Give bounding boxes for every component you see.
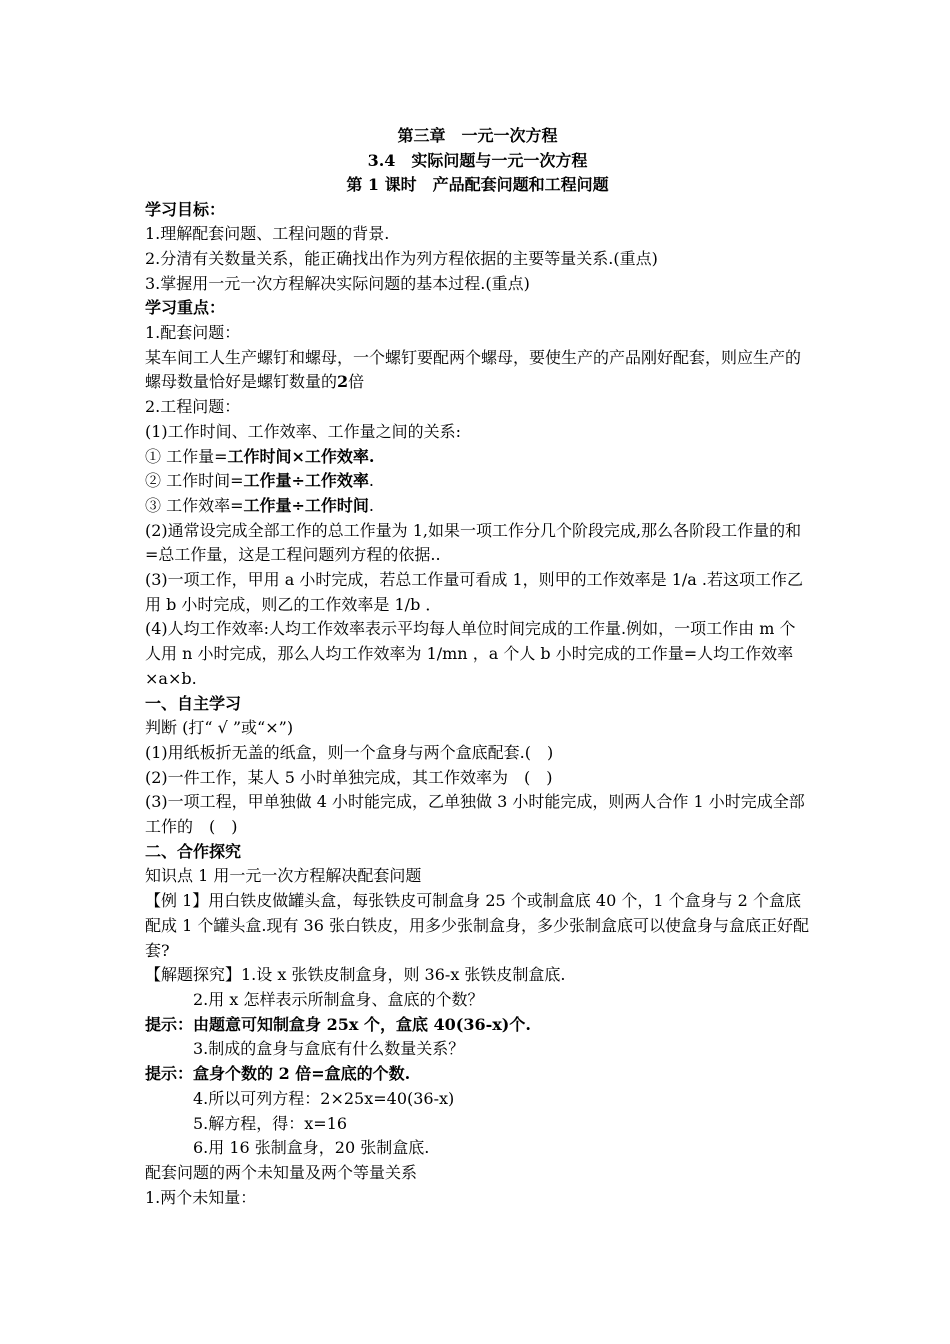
hint-1: 提示：由题意可知制盒身 25x 个，盒底 40(36-x)个. — [145, 1014, 531, 1034]
example-1: 【例 1】用白铁皮做罐头盒，每张铁皮可制盒身 25 个或制盒底 40 个，1 个盒身与 2 个盒底配成 1 个罐头盒.现有 36 张白铁皮，用多少张制盒身，多少张制盒底可以使盒身与盒底正好配套? — [145, 891, 809, 960]
formula-1-pre: ① 工作量= — [145, 446, 228, 466]
knowledge-point: 知识点 1 用一元一次方程解决配套问题 — [145, 866, 422, 886]
formula-3-pre: ③ 工作效率= — [145, 495, 244, 515]
formula-1 — [145, 445, 810, 470]
coop-heading: 二、合作探究 — [145, 841, 242, 861]
matching-title: 1.配套问题： — [145, 323, 241, 343]
lesson-title: 第 1 课时 产品配套问题和工程问题 — [346, 175, 609, 194]
step-6: 6.用 16 张制盒身，20 张制盒底. — [193, 1138, 430, 1158]
objective-3: 3.掌握用一元一次方程解决实际问题的基本过程.(重点) — [145, 273, 530, 293]
self-study-heading: 一、自主学习 — [145, 693, 242, 713]
step-2: 2.用 x 怎样表示所制盒身、盒底的个数？ — [193, 990, 484, 1009]
formula-2 — [145, 469, 810, 494]
matching-text-a: 某车间工人生产螺钉和螺母，一个螺钉要配两个螺母，要使生产的产品刚好配套，则应生产的螺母数量恰好是螺钉数量的 — [145, 347, 802, 392]
judge-question-3: (3)一项工程，甲单独做 4 小时能完成，乙单独做 3 小时能完成，则两人合作 1 小时完成全部工作的 ( ) — [145, 792, 805, 837]
step-4: 4.所以可列方程：2×25x=40(36-x) — [193, 1088, 455, 1108]
formula-3 — [145, 494, 810, 519]
objective-1: 1.理解配套问题、工程问题的背景. — [145, 224, 390, 244]
hint-2: 提示：盒身个数的 2 倍=盒底的个数. — [145, 1064, 411, 1084]
step-5: 5.解方程，得：x=16 — [193, 1113, 348, 1133]
objective-2: 2.分清有关数量关系，能正确找出作为列方程依据的主要等量关系.(重点) — [145, 248, 658, 268]
objectives-label: 学习目标： — [145, 199, 226, 219]
work-title: 2.工程问题： — [145, 397, 241, 417]
formula-2-pre: ② 工作时间= — [145, 471, 244, 491]
section-title: 3.4 实际问题与一元一次方程 — [367, 150, 588, 170]
document-body — [145, 124, 810, 1210]
keypoints-label: 学习重点： — [145, 298, 226, 318]
formula-1-bold: 工作时间×工作效率. — [227, 446, 375, 466]
solution-explore: 【解题探究】1.设 x 张铁皮制盒身，则 36-x 张铁皮制盒底. — [145, 965, 566, 985]
paragraph-total-work: (2)通常设完成全部工作的总工作量为 1,如果一项工作分几个阶段完成,那么各阶段工作量的和=总工作量，这是工程问题列方程的依据.. — [145, 520, 802, 565]
chapter-title: 第三章 一元一次方程 — [397, 126, 558, 145]
formula-2-bold: 工作量÷工作效率 — [243, 471, 369, 491]
matching-text-num: 2 — [337, 372, 349, 392]
paragraph-efficiency: (3)一项工作，甲用 a 小时完成，若总工作量可看成 1，则甲的工作效率是 1/a .若这项工作乙用 b 小时完成，则乙的工作效率是 1/b ． — [145, 570, 804, 614]
step-3: 3.制成的盒身与盒底有什么数量关系？ — [193, 1039, 465, 1059]
matching-text-b: 倍 — [348, 372, 365, 392]
judge-question-2: (2)一件工作，某人 5 小时单独完成，其工作效率为 ( ) — [145, 767, 553, 787]
summary-line: 配套问题的两个未知量及两个等量关系 — [145, 1162, 418, 1182]
paragraph-per-capita: (4)人均工作效率:人均工作效率表示平均每人单位时间完成的工作量.例如，一项工作由 m 个人用 n 小时完成，那么人均工作效率为 1/mn ，a 个人 b 小时完成的工作量=人均工作效率×a×b. — [145, 619, 796, 688]
formula-2-post: . — [368, 471, 375, 491]
unknowns-line: 1.两个未知量： — [145, 1187, 257, 1207]
judge-instruction: 判断 (打“ √ ”或“×”) — [145, 718, 294, 738]
matching-text — [145, 346, 810, 395]
work-relation: (1)工作时间、工作效率、工作量之间的关系: — [145, 421, 462, 441]
formula-3-post: . — [368, 495, 375, 515]
judge-question-1: (1)用纸板折无盖的纸盒，则一个盒身与两个盒底配套.( ) — [145, 742, 554, 762]
formula-3-bold: 工作量÷工作时间 — [243, 495, 369, 515]
